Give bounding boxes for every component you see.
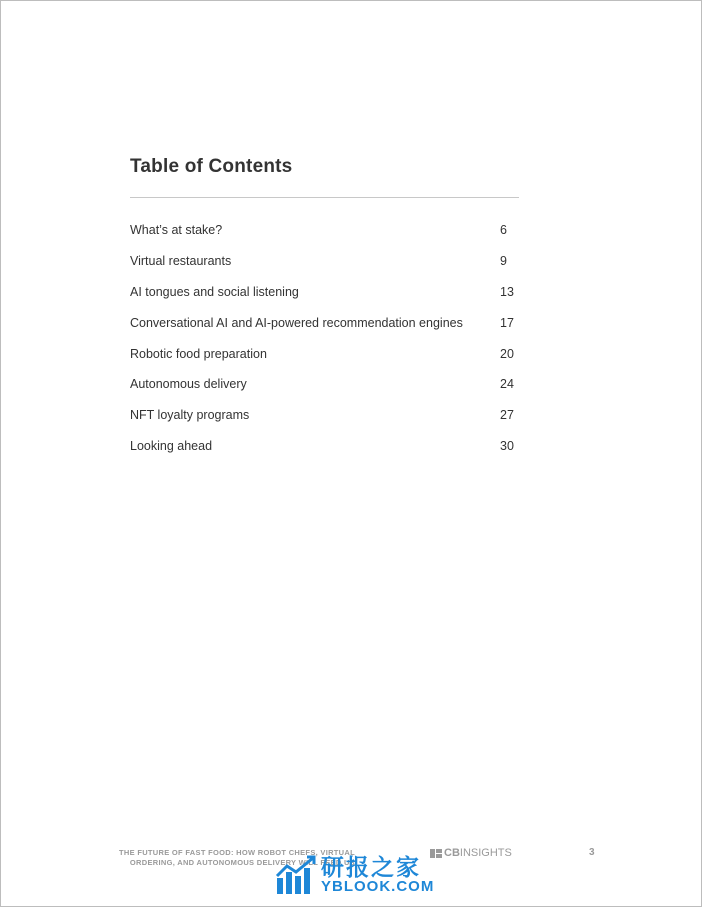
footer-title-line-2: ORDERING, AND AUTONOMOUS DELIVERY WILL FEED US — [129, 858, 355, 867]
toc-item-whats-at-stake[interactable] — [130, 221, 519, 252]
toc-item-ai-tongues[interactable] — [130, 283, 519, 314]
toc-item-page: 13 — [500, 284, 514, 299]
footer-title-line-1: THE FUTURE OF FAST FOOD: HOW ROBOT CHEFS, VIRTUAL — [119, 848, 355, 857]
logo-text-rest: INSIGHTS — [459, 847, 512, 859]
watermark — [275, 854, 434, 896]
toc-item-label: Looking ahead — [130, 439, 213, 454]
toc-item-label: Virtual restaurants — [130, 253, 232, 268]
toc-item-page: 30 — [500, 439, 514, 454]
toc-item-page: 20 — [500, 346, 514, 361]
cb-insights-logo — [430, 847, 512, 859]
toc-item-conversational-ai[interactable] — [130, 314, 519, 345]
toc-item-page: 27 — [500, 408, 514, 423]
toc-item-page: 9 — [500, 253, 507, 268]
toc-item-page: 17 — [500, 315, 514, 330]
toc-list — [130, 221, 519, 468]
title-divider — [130, 197, 519, 198]
page-number: 3 — [589, 847, 595, 858]
toc-item-virtual-restaurants[interactable] — [130, 252, 519, 283]
bar-chart-logo-icon — [275, 854, 317, 896]
watermark-cn-text: 研报之家 — [321, 854, 421, 880]
page-title: Table of Contents — [130, 156, 293, 177]
toc-item-label: NFT loyalty programs — [130, 408, 250, 423]
toc-item-page: 6 — [500, 223, 507, 237]
toc-item-robotic-food-prep[interactable] — [130, 345, 519, 376]
toc-item-looking-ahead[interactable] — [130, 437, 519, 468]
toc-item-page: 24 — [500, 377, 514, 392]
toc-item-label: AI tongues and social listening — [130, 284, 299, 299]
toc-item-autonomous-delivery[interactable] — [130, 375, 519, 406]
toc-item-nft-loyalty[interactable] — [130, 406, 519, 437]
toc-item-label: Robotic food preparation — [130, 346, 267, 361]
watermark-en-text: YBLOOK.COM — [321, 878, 435, 895]
logo-text-bold: CB — [444, 847, 460, 859]
toc-item-label: Conversational AI and AI-powered recommendation engines — [130, 315, 463, 330]
toc-item-label: Autonomous delivery — [130, 377, 247, 392]
toc-item-label: What’s at stake? — [130, 223, 223, 237]
